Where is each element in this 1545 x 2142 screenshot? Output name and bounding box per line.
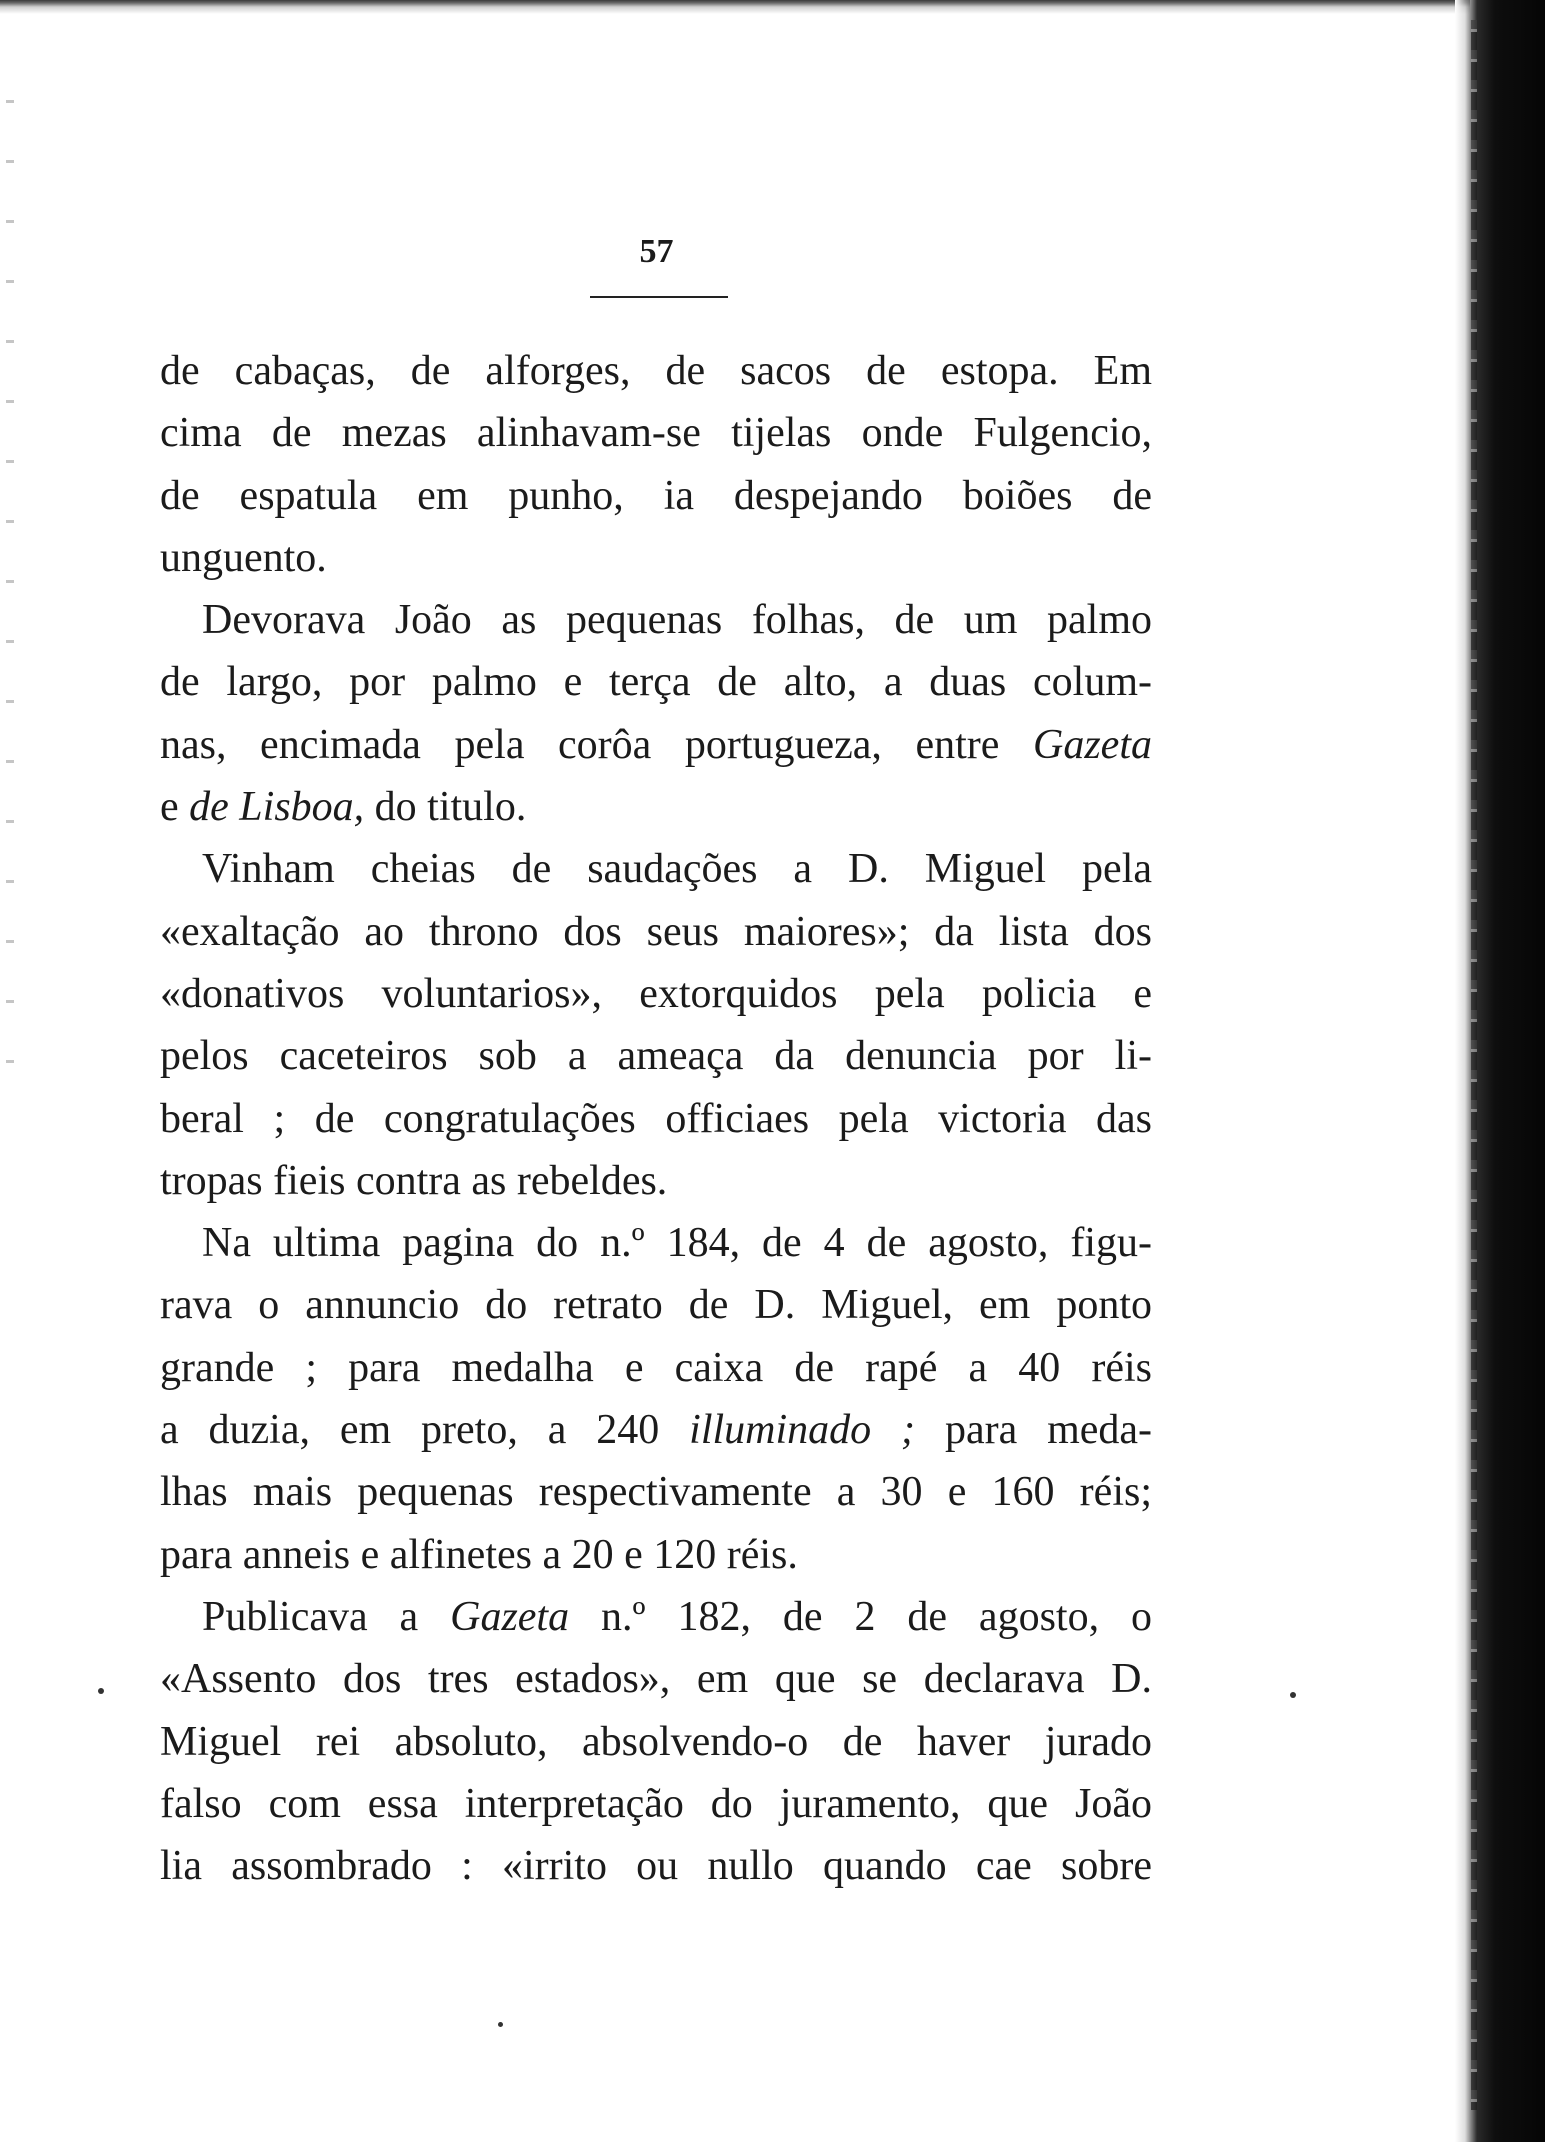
text-line: de espatula em punho, ia despejando boiões de xyxy=(160,472,1152,519)
text-line: «donativos voluntarios», extorquidos pela policia e xyxy=(160,970,1152,1017)
text-line: falso com essa interpretação do juramento, que João xyxy=(160,1780,1152,1827)
text-line: unguento. xyxy=(160,534,327,581)
text-line: beral ; de congratulações officiaes pela victoria das xyxy=(160,1095,1152,1142)
text-line: para anneis e alfinetes a 20 e 120 réis. xyxy=(160,1531,798,1578)
text-line: nas, encimada pela corôa portugueza, entre Gazeta xyxy=(160,721,1152,768)
page-number: 57 xyxy=(639,233,674,270)
text-line: «exaltação ao throno dos seus maiores»; da lista dos xyxy=(160,908,1152,955)
scan-speck xyxy=(98,1688,104,1694)
scan-speck xyxy=(498,2022,503,2027)
text-line: rava o annuncio do retrato de D. Miguel, em ponto xyxy=(160,1282,1152,1329)
text-line: «Assento dos tres estados», em que se declarava D. xyxy=(160,1656,1152,1703)
text-line: cima de mezas alinhavam-se tijelas onde Fulgencio, xyxy=(160,410,1152,457)
header-rule xyxy=(590,296,728,298)
italic-word: illuminado ; xyxy=(689,1407,916,1454)
text-line: a duzia, em preto, a 240 illuminado ; para meda- xyxy=(160,1407,1153,1454)
italic-title: Gazeta xyxy=(450,1593,570,1640)
text-line: tropas fieis contra as rebeldes. xyxy=(160,1157,668,1204)
text-line: de cabaças, de alforges, de sacos de estopa. Em xyxy=(160,348,1152,394)
text-line: Miguel rei absoluto, absolvendo-o de haver jurado xyxy=(160,1718,1152,1765)
text-line: Devorava João as pequenas folhas, de um palmo xyxy=(202,597,1152,644)
text-line: lia assombrado : «irrito ou nullo quando cae sobre xyxy=(160,1843,1152,1890)
text-line: e de Lisboa, do titulo. xyxy=(160,784,527,831)
text-line: Vinham cheias de saudações a D. Miguel pela xyxy=(202,846,1152,893)
body-text xyxy=(160,340,1152,1897)
italic-title: de Lisboa, xyxy=(189,784,365,831)
text-line: grande ; para medalha e caixa de rapé a 40 réis xyxy=(160,1344,1152,1391)
text-line: Publicava a Gazeta n.º 182, de 2 de agosto, o xyxy=(202,1593,1153,1640)
text-line: de largo, por palmo e terça de alto, a duas colum- xyxy=(160,659,1152,706)
text-line: pelos caceteiros sob a ameaça da denuncia por li- xyxy=(160,1033,1152,1080)
italic-title: Gazeta xyxy=(1033,721,1152,768)
scan-speck xyxy=(1290,1692,1296,1698)
text-line: lhas mais pequenas respectivamente a 30 e 160 réis; xyxy=(160,1469,1152,1516)
text-line: Na ultima pagina do n.º 184, de 4 de agosto, figu- xyxy=(202,1220,1152,1267)
